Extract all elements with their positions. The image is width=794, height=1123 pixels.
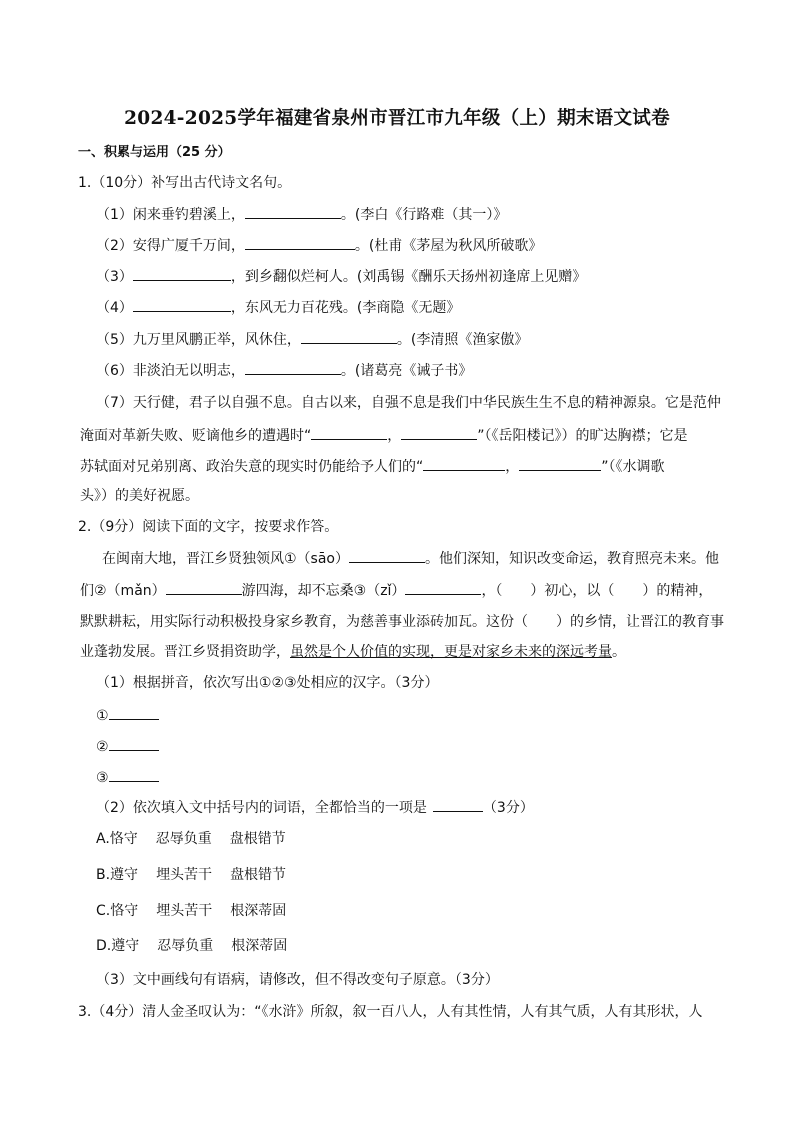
answer-blank[interactable] [109, 767, 159, 782]
passage-text: 游四海，却不忘桑③（zǐ） [241, 583, 406, 599]
underlined-sentence: 虽然是个人价值的实现，更是对家乡未来的深远考量 [290, 644, 612, 660]
item-text: （4） [96, 300, 133, 316]
sub-question-text: （2）依次填入文中括号内的词语，全都恰当的一项是 [96, 800, 427, 816]
question-1-stem: 1.（10分）补写出古代诗文名句。 [78, 175, 292, 191]
q1-item-5 [96, 329, 528, 350]
answer-blank[interactable] [401, 425, 477, 440]
answer-line-1 [96, 705, 159, 726]
passage-text: ，（ ）初心，以（ ）的精神， [481, 583, 713, 599]
question-2-stem: 2.（9分）阅读下面的文字，按要求作答。 [78, 519, 339, 535]
item-text: （6）非淡泊无以明志， [96, 363, 245, 379]
answer-blank[interactable] [433, 797, 483, 812]
item-text: （5）九万里风鹏正举，风休住， [96, 332, 301, 348]
item-source: 。(李白《行路难（其一）》 [340, 207, 508, 223]
answer-blank[interactable] [133, 266, 231, 281]
q1-item-4 [96, 297, 460, 318]
answer-line-3 [96, 767, 159, 788]
passage-line-4 [80, 642, 626, 662]
option-a[interactable] [96, 829, 286, 849]
option-word: 忍辱负重 [155, 831, 212, 847]
item-source: 。(杜甫《茅屋为秋风所破歌》 [354, 238, 543, 254]
page-title: 2024-2025学年福建省泉州市晋江市九年级（上）期末语文试卷 [124, 108, 670, 129]
passage-text: 。 [612, 644, 626, 660]
q1-item-7-line-3 [80, 456, 665, 477]
item-text: （2）安得广厦千万间， [96, 238, 245, 254]
answer-blank[interactable] [133, 297, 231, 312]
item-source: ，东风无力百花残。(李商隐《无题》 [230, 300, 461, 316]
passage-line-2 [80, 580, 712, 601]
q1-item-6 [96, 360, 472, 381]
q1-item-7-line-2 [80, 425, 688, 446]
q1-item-3 [96, 266, 586, 287]
item-source: 。(李清照《渔家傲》 [396, 332, 529, 348]
answer-blank[interactable] [405, 580, 481, 595]
q2-sub-3: （3）文中画线句有语病，请修改，但不得改变句子原意。（3分） [96, 972, 499, 988]
item-text: ”（《岳阳楼记》）的旷达胸襟；它是 [477, 428, 688, 444]
passage-text: 。他们深知，知识改变命运，教育照亮未来。他 [425, 551, 719, 567]
circled-mark: ② [96, 739, 109, 755]
answer-blank[interactable] [519, 456, 601, 471]
item-text: （1）闲来垂钓碧溪上， [96, 207, 245, 223]
circled-mark: ① [96, 708, 109, 724]
answer-blank[interactable] [245, 204, 341, 219]
option-label: C.恪守 [96, 903, 139, 919]
score: （3分） [482, 800, 534, 816]
option-d[interactable] [96, 936, 287, 956]
q1-item-7-line-1: （7）天行健，君子以自强不息。自古以来，自强不息是我们中华民族生生不息的精神源泉。它是范仲 [96, 395, 721, 411]
option-word: 盘根错节 [229, 831, 286, 847]
passage-line-1 [102, 548, 719, 569]
item-source: ，到乡翻似烂柯人。(刘禹锡《酬乐天扬州初逢席上见赠》 [230, 269, 587, 285]
answer-blank[interactable] [301, 329, 397, 344]
option-b[interactable] [96, 865, 286, 885]
answer-line-2 [96, 736, 159, 757]
option-word: 盘根错节 [230, 867, 287, 883]
answer-blank[interactable] [109, 736, 159, 751]
item-text: 苏轼面对兄弟别离、政治失意的现实时仍能给予人们的“ [80, 459, 424, 475]
answer-blank[interactable] [245, 235, 355, 250]
answer-blank[interactable] [245, 360, 341, 375]
item-text: （3） [96, 269, 133, 285]
option-word: 埋头苦干 [156, 867, 213, 883]
option-label: B.遵守 [96, 867, 139, 883]
answer-blank[interactable] [311, 425, 387, 440]
circled-mark: ③ [96, 770, 109, 786]
option-label: A.恪守 [96, 831, 138, 847]
option-c[interactable] [96, 901, 286, 921]
passage-text: 业蓬勃发展。晋江乡贤捐资助学， [80, 644, 290, 660]
answer-blank[interactable] [423, 456, 505, 471]
option-word: 根深蒂固 [230, 903, 287, 919]
answer-blank[interactable] [109, 705, 159, 720]
option-word: 忍辱负重 [157, 938, 214, 954]
option-word: 根深蒂固 [231, 938, 288, 954]
q1-item-1 [96, 204, 507, 225]
item-source: 。(诸葛亮《诫子书》 [340, 363, 473, 379]
passage-text: 在闽南大地，晋江乡贤独领风①（sāo） [102, 551, 349, 567]
option-word: 埋头苦干 [156, 903, 213, 919]
answer-blank[interactable] [349, 548, 425, 563]
comma: ， [387, 428, 402, 444]
section-heading: 一、积累与运用（25 分） [78, 145, 231, 160]
q1-item-2 [96, 235, 542, 256]
question-3-stem: 3.（4分）清人金圣叹认为：“《水浒》所叙，叙一百八人，人有其性情，人有其气质，人有其形状，人 [78, 1004, 703, 1020]
item-text: ”（《水调歌 [601, 459, 665, 475]
passage-text: 们②（mǎn） [80, 583, 166, 599]
option-label: D.遵守 [96, 938, 140, 954]
item-text: 淹面对革新失败、贬谪他乡的遭遇时“ [80, 428, 312, 444]
passage-line-3: 默默耕耘，用实际行动积极投身家乡教育，为慈善事业添砖加瓦。这份（ ）的乡情，让晋江的教育事 [80, 614, 724, 630]
comma: ， [505, 459, 520, 475]
q2-sub-2 [96, 797, 534, 818]
q1-item-7-line-4: 头》）的美好祝愿。 [80, 488, 199, 504]
answer-blank[interactable] [166, 580, 242, 595]
q2-sub-1: （1）根据拼音，依次写出①②③处相应的汉字。（3分） [96, 675, 439, 691]
